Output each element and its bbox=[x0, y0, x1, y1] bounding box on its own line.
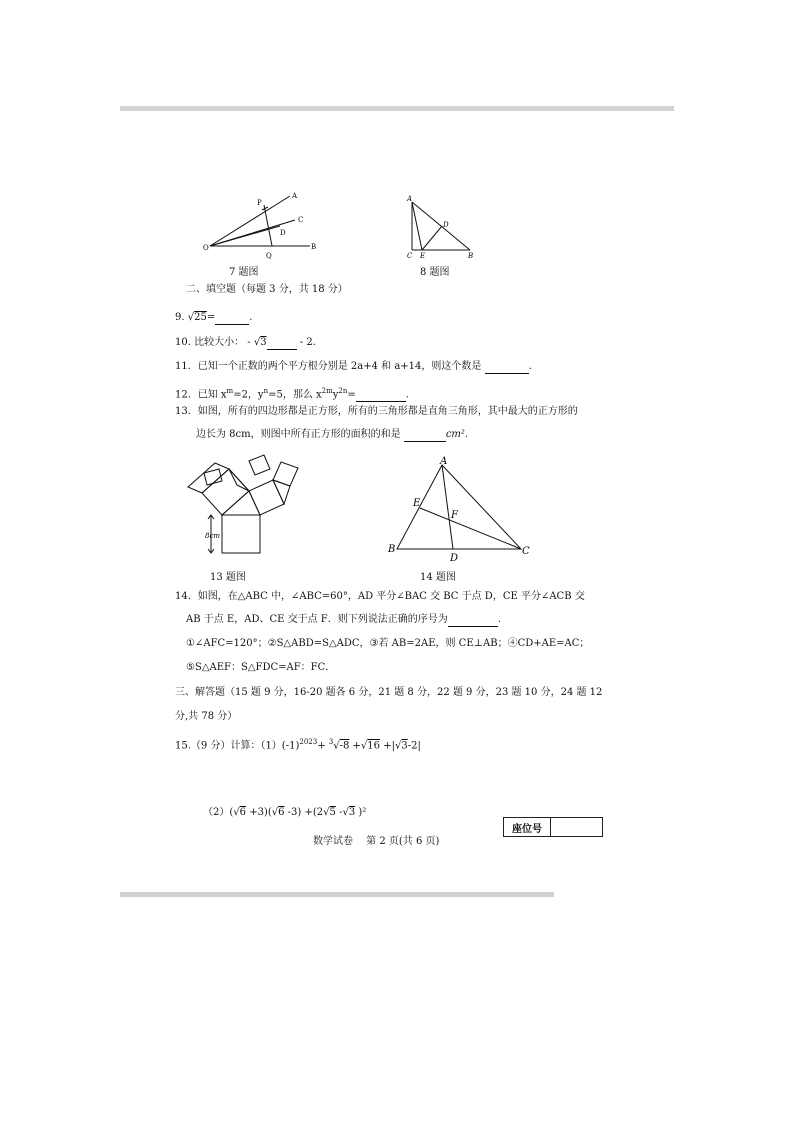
question-12: 12．已知 $x^m=2$，$y^n=5$，那么 $x^{2m}y^{2n}=$ . bbox=[175, 387, 409, 401]
question-9: 9. √25= . bbox=[175, 312, 253, 323]
figure-7 bbox=[200, 188, 330, 263]
label-C: C bbox=[298, 216, 304, 224]
label-B: B bbox=[311, 243, 317, 251]
label-E: E bbox=[420, 252, 426, 260]
top-divider bbox=[120, 106, 674, 111]
label-O: O bbox=[203, 244, 209, 252]
label-D: D bbox=[443, 221, 449, 229]
label-E: E bbox=[413, 498, 421, 509]
question-13-line1: 13．如图，所有的四边形都是正方形，所有的三角形都是直角三角形，其中最大的正方形的 bbox=[175, 406, 578, 417]
figure-8 bbox=[402, 192, 482, 262]
section-fill-heading: 二、填空题（每题 3 分，共 18 分） bbox=[186, 284, 348, 295]
figure-14-caption: 14 题图 bbox=[420, 572, 456, 583]
label-A: A bbox=[292, 192, 298, 200]
question-14-line4: ⑤S△AEF：S△FDC=AF：FC． bbox=[186, 662, 336, 673]
seat-number-box bbox=[503, 817, 603, 837]
question-14-line2: AB 于点 E，AD、CE 交于点 F．则下列说法正确的序号为 . bbox=[186, 614, 501, 625]
section-answer-heading-cont: 分,共 78 分） bbox=[175, 711, 238, 722]
label-D: D bbox=[280, 229, 286, 237]
page-footer: 数学试卷 第 2 页(共 6 页) bbox=[313, 836, 440, 847]
label-D: D bbox=[450, 553, 459, 564]
label-A: A bbox=[440, 456, 448, 467]
seat-number-label: 座位号 bbox=[504, 818, 551, 836]
figure-13 bbox=[182, 447, 312, 562]
question-13-line2: 边长为 8cm，则图中所有正方形的面积的和是 cm². bbox=[196, 429, 469, 440]
label-A: A bbox=[407, 195, 413, 203]
figure-7-caption: 7 题图 bbox=[229, 267, 259, 278]
question-11: 11．已知一个正数的两个平方根分别是 2a+4 和 a+14，则这个数是 . bbox=[175, 361, 532, 372]
label-F: F bbox=[451, 510, 458, 521]
figure-13-caption: 13 题图 bbox=[210, 572, 246, 583]
bottom-divider bbox=[120, 892, 554, 897]
figure-14 bbox=[385, 455, 535, 567]
question-15-part2: （2）(√6 +3)(√6 -3) +(2√5 -√3 )² bbox=[203, 807, 367, 818]
section-answer-heading: 三、解答题（15 题 9 分，16-20 题各 6 分，21 题 8 分，22 题 9 分，23 题 10 分，24 题 12 bbox=[175, 687, 603, 698]
label-B: B bbox=[468, 252, 474, 260]
label-C: C bbox=[522, 546, 530, 557]
side-label-8cm: 8cm bbox=[205, 532, 221, 540]
question-15-part1: 15.（9 分）计算：$(1)(-1)^{2023}+ ^3√-8 +√16 +|√3-2|$ bbox=[175, 738, 421, 752]
label-C: C bbox=[407, 252, 413, 260]
label-Q: Q bbox=[266, 252, 272, 260]
seat-number-value[interactable] bbox=[551, 818, 602, 836]
label-B: B bbox=[388, 544, 396, 555]
figure-8-caption: 8 题图 bbox=[420, 267, 450, 278]
label-P: P bbox=[257, 199, 262, 207]
question-14-line3: ①∠AFC=120°；②S△ABD=S△ADC，③若 AB=2AE，则 CE⊥AB；④CD+AE=AC； bbox=[186, 638, 590, 649]
question-14-line1: 14．如图，在△ABC 中，∠ABC=60°，AD 平分∠BAC 交 BC 于点 D，CE 平分∠ACB 交 bbox=[175, 591, 585, 602]
question-10: 10. 比较大小： - √3 - 2. bbox=[175, 337, 316, 348]
